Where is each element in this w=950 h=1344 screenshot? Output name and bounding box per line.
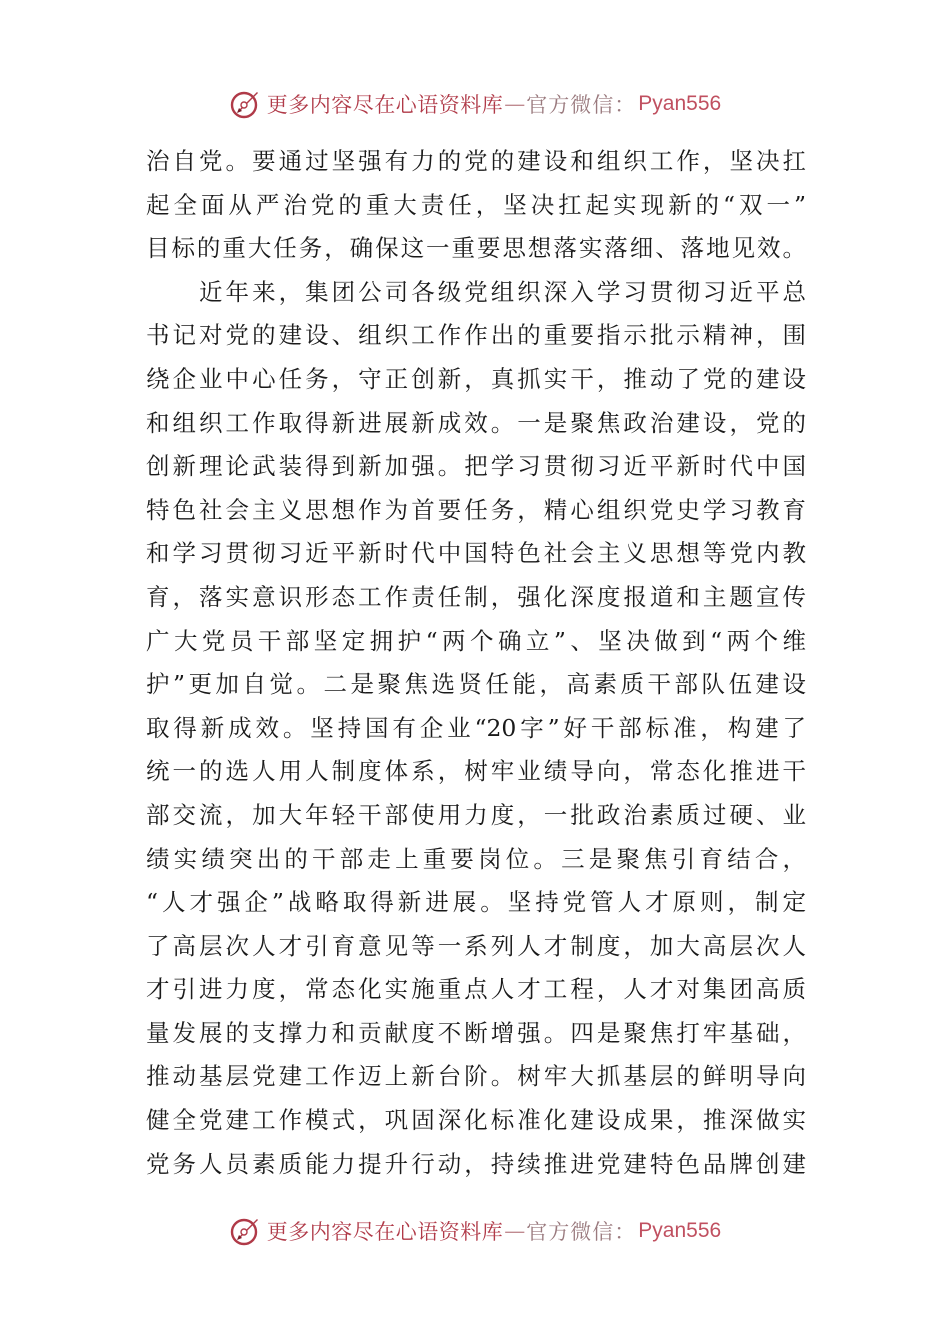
body-line: 近年来，集团公司各级党组织深入学习贯彻习近平总 (146, 277, 806, 306)
body-line: 创新理论武装得到新加强。把学习贯彻习近平新时代中国 (146, 452, 806, 481)
body-line: 了高层次人才引育意见等一系列人才制度，加大高层次人 (146, 931, 806, 960)
footer-brand-text: 更多内容尽在心语资料库 (266, 1220, 504, 1244)
body-line: 绕企业中心任务，守正创新，真抓实干，推动了党的建设 (146, 364, 806, 393)
footer-dash: — (504, 1219, 526, 1243)
footer-official-label: 官方微信： (526, 1220, 637, 1244)
header-dash: — (504, 92, 526, 116)
body-line: 特色社会主义思想作为首要任务，精心组织党史学习教育 (146, 495, 806, 524)
header-official-label: 官方微信： (526, 93, 637, 117)
body-line: 党务人员素质能力提升行动，持续推进党建特色品牌创建 (146, 1149, 806, 1178)
body-line: 护”更加自觉。二是聚焦选贤任能，高素质干部队伍建设 (146, 670, 806, 699)
footer-wechat-id: Pyan556 (638, 1219, 722, 1242)
body-line: 和学习贯彻习近平新时代中国特色社会主义思想等党内教 (146, 539, 806, 568)
body-line: 广大党员干部坚定拥护“两个确立”、坚决做到“两个维 (146, 626, 806, 655)
body-line: “人才强企”战略取得新进展。坚持党管人才原则，制定 (146, 888, 806, 917)
body-line: 起全面从严治党的重大责任，坚决扛起实现新的“双一” (146, 190, 806, 219)
header-brand-text: 更多内容尽在心语资料库 (266, 93, 504, 117)
body-line: 绩实绩突出的干部走上重要岗位。三是聚焦引育结合， (146, 844, 806, 873)
body-line: 书记对党的建设、组织工作作出的重要指示批示精神，围 (146, 321, 806, 350)
body-line: 育，落实意识形态工作责任制，强化深度报道和主题宣传 (146, 582, 806, 611)
pen-logo-icon (229, 87, 263, 121)
body-line: 目标的重大任务，确保这一重要思想落实落细、落地见效。 (146, 234, 806, 263)
body-line: 健全党建工作模式，巩固深化标准化建设成果，推深做实 (146, 1106, 806, 1135)
body-line: 量发展的支撑力和贡献度不断增强。四是聚焦打牢基础， (146, 1018, 806, 1047)
document-body (146, 140, 806, 1186)
pen-logo-icon (229, 1214, 263, 1248)
footer-watermark (0, 1211, 950, 1251)
body-line: 推动基层党建工作迈上新台阶。树牢大抓基层的鲜明导向 (146, 1062, 806, 1091)
header-wechat-id: Pyan556 (638, 92, 722, 115)
header-watermark (0, 84, 950, 124)
body-line: 取得新成效。坚持国有企业“20字”好干部标准，构建了 (146, 713, 806, 742)
body-line: 统一的选人用人制度体系，树牢业绩导向，常态化推进干 (146, 757, 806, 786)
body-line: 治自党。要通过坚强有力的党的建设和组织工作，坚决扛 (146, 147, 806, 175)
body-line: 才引进力度，常态化实施重点人才工程，人才对集团高质 (146, 975, 806, 1004)
body-line: 和组织工作取得新进展新成效。一是聚焦政治建设，党的 (146, 408, 806, 437)
body-line: 部交流，加大年轻干部使用力度，一批政治素质过硬、业 (146, 800, 806, 829)
